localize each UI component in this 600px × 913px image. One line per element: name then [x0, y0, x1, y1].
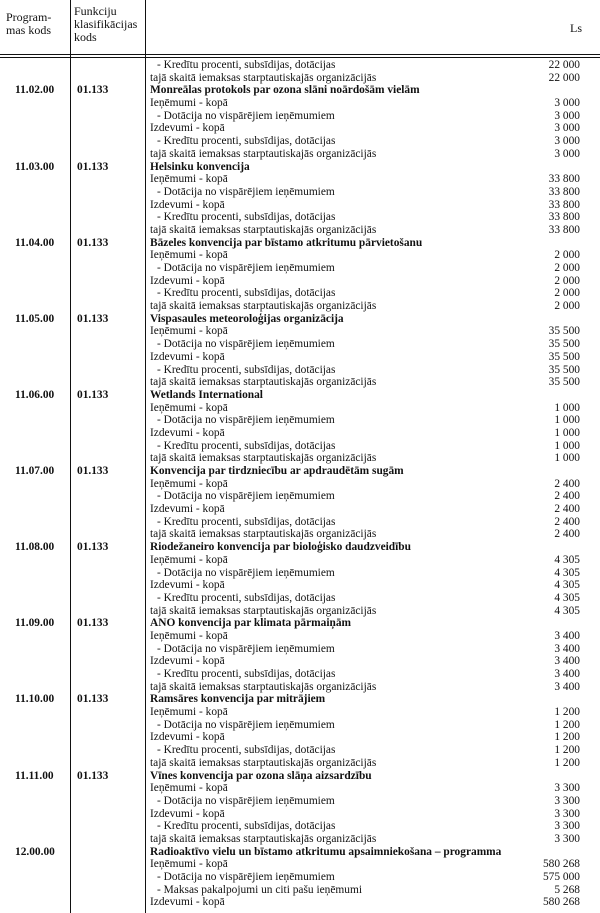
row-label: - Dotācija no vispārējiem ieņēmumiem — [157, 490, 335, 503]
row-label: tajā skaitā iemaksas starptautiskajās organizācijās — [150, 300, 377, 313]
row-amount: 1 200 — [554, 744, 580, 757]
table-row — [0, 833, 600, 846]
table-row — [0, 681, 600, 694]
table-row — [0, 122, 600, 135]
table-row — [0, 858, 600, 871]
row-label: Izdevumi - kopā — [150, 807, 225, 820]
table-row — [0, 490, 600, 503]
table-row — [0, 503, 600, 516]
row-amount: 33 800 — [548, 173, 580, 186]
table-row — [0, 414, 600, 427]
program-code: 11.02.00 — [15, 84, 55, 97]
table-row — [0, 744, 600, 757]
program-heading-row — [0, 617, 600, 630]
row-label: - Kredītu procenti, subsīdijas, dotācijas — [157, 287, 336, 300]
row-amount: 4 305 — [554, 553, 580, 566]
row-amount: 2 000 — [554, 262, 580, 274]
table-row — [0, 59, 600, 72]
row-label: tajā skaitā iemaksas starptautiskajās organizācijās — [150, 680, 377, 693]
table-row — [0, 199, 600, 212]
table-row — [0, 427, 600, 440]
function-code-header: Funkciju klasifikācijas kods — [74, 4, 138, 44]
row-label: Ieņēmumi - kopā — [150, 173, 228, 186]
row-amount: 3 400 — [554, 680, 580, 693]
program-heading-row — [0, 541, 600, 554]
row-amount: 33 800 — [548, 185, 580, 198]
row-label: - Dotācija no vispārējiem ieņēmumiem — [157, 109, 335, 122]
row-amount: 33 800 — [548, 223, 580, 236]
table-row — [0, 287, 600, 300]
row-label: - Kredītu procenti, subsīdijas, dotācijas — [157, 59, 336, 71]
function-code: 01.133 — [77, 312, 109, 325]
row-label: Izdevumi - kopā — [150, 274, 225, 287]
table-row — [0, 452, 600, 465]
row-amount: 35 500 — [548, 376, 580, 389]
table-row — [0, 605, 600, 618]
program-heading-row — [0, 389, 600, 402]
row-label: tajā skaitā iemaksas starptautiskajās organizācijās — [150, 604, 377, 617]
row-amount: 4 305 — [554, 591, 580, 604]
row-label: Ieņēmumi - kopā — [150, 858, 228, 871]
row-label: Vispasaules meteoroloģijas organizācija — [150, 312, 344, 325]
table-row — [0, 630, 600, 643]
table-row — [0, 528, 600, 541]
row-amount: 575 000 — [542, 871, 580, 883]
table-row — [0, 262, 600, 275]
table-row — [0, 757, 600, 770]
row-amount: 3 300 — [554, 794, 580, 807]
row-label: - Dotācija no vispārējiem ieņēmumiem — [157, 414, 335, 427]
table-row — [0, 820, 600, 833]
row-label: tajā skaitā iemaksas starptautiskajās organizācijās — [150, 71, 377, 84]
table-row — [0, 224, 600, 237]
row-amount: 3 000 — [554, 97, 580, 110]
row-label: - Dotācija no vispārējiem ieņēmumiem — [157, 566, 335, 579]
table-row — [0, 516, 600, 529]
row-label: Monreālas protokols par ozona slāni noārdošām vielām — [150, 84, 420, 97]
row-amount: 2 000 — [554, 300, 580, 313]
row-label: Izdevumi - kopā — [150, 655, 225, 668]
row-amount: 580 268 — [542, 858, 580, 871]
row-amount: 2 400 — [554, 503, 580, 516]
row-amount: 3 300 — [554, 782, 580, 795]
header-bottom-rule — [0, 57, 600, 58]
row-amount: 35 500 — [548, 338, 580, 351]
table-row — [0, 706, 600, 719]
function-code: 01.133 — [77, 769, 109, 782]
table-row — [0, 249, 600, 262]
row-amount: 2 400 — [554, 490, 580, 503]
table-row — [0, 275, 600, 288]
row-label: - Dotācija no vispārējiem ieņēmumiem — [157, 718, 335, 731]
row-amount: 1 200 — [554, 718, 580, 731]
currency-header: Ls — [570, 21, 582, 35]
table-row — [0, 135, 600, 148]
row-amount: 2 000 — [554, 274, 580, 287]
row-amount: 22 000 — [548, 59, 580, 71]
row-amount: 35 500 — [548, 325, 580, 338]
row-label: Izdevumi - kopā — [150, 579, 225, 592]
row-amount: 580 268 — [542, 896, 580, 909]
row-label: Izdevumi - kopā — [150, 503, 225, 516]
row-amount: 1 000 — [554, 414, 580, 427]
row-label: Ieņēmumi - kopā — [150, 97, 228, 110]
row-amount: 35 500 — [548, 363, 580, 376]
row-label: - Kredītu procenti, subsīdijas, dotācijas — [157, 363, 336, 376]
table-row — [0, 719, 600, 732]
table-row — [0, 896, 600, 909]
row-label: tajā skaitā iemaksas starptautiskajās organizācijās — [150, 832, 377, 845]
program-code: 11.06.00 — [15, 388, 55, 401]
row-label: Wetlands International — [150, 388, 263, 401]
row-amount: 3 400 — [554, 629, 580, 642]
row-label: Ieņēmumi - kopā — [150, 477, 228, 490]
budget-table-body — [0, 59, 600, 909]
row-label: Izdevumi - kopā — [150, 350, 225, 363]
row-amount: 35 500 — [548, 350, 580, 363]
table-row — [0, 668, 600, 681]
row-amount: 3 300 — [554, 820, 580, 833]
row-label: - Kredītu procenti, subsīdijas, dotācijas — [157, 135, 336, 148]
row-amount: 3 000 — [554, 135, 580, 148]
table-row — [0, 643, 600, 656]
row-amount: 33 800 — [548, 211, 580, 224]
row-label: Konvencija par tirdzniecību ar apdraudētām sugām — [150, 465, 404, 477]
row-label: - Dotācija no vispārējiem ieņēmumiem — [157, 642, 335, 655]
row-label: Izdevumi - kopā — [150, 896, 225, 909]
table-row — [0, 364, 600, 377]
row-label: - Dotācija no vispārējiem ieņēmumiem — [157, 262, 335, 274]
function-code: 01.133 — [77, 236, 109, 249]
row-label: Vīnes konvencija par ozona slāņa aizsardzību — [150, 769, 372, 782]
program-heading-row — [0, 237, 600, 250]
program-code-header: Program- mas kods — [6, 10, 52, 37]
table-row — [0, 579, 600, 592]
program-code: 11.10.00 — [15, 693, 55, 706]
program-code: 11.07.00 — [15, 465, 55, 477]
row-label: Izdevumi - kopā — [150, 198, 225, 211]
table-row — [0, 592, 600, 605]
table-row — [0, 351, 600, 364]
row-label: - Kredītu procenti, subsīdijas, dotācijas — [157, 515, 336, 528]
row-amount: 3 000 — [554, 147, 580, 160]
row-amount: 2 400 — [554, 477, 580, 490]
program-code: 11.05.00 — [15, 312, 55, 325]
row-label: - Kredītu procenti, subsīdijas, dotācijas — [157, 744, 336, 757]
row-label: Ieņēmumi - kopā — [150, 782, 228, 795]
row-label: Riodežaneiro konvencija par bioloģisko daudzveidību — [150, 541, 411, 554]
program-code: 11.09.00 — [15, 617, 55, 630]
program-code: 12.00.00 — [15, 845, 55, 858]
row-label: Izdevumi - kopā — [150, 426, 225, 439]
program-heading-row — [0, 770, 600, 783]
table-row — [0, 478, 600, 491]
row-amount: 3 000 — [554, 122, 580, 135]
row-amount: 2 400 — [554, 515, 580, 528]
row-label: tajā skaitā iemaksas starptautiskajās organizācijās — [150, 147, 377, 160]
table-row — [0, 884, 600, 897]
row-amount: 1 000 — [554, 426, 580, 439]
row-amount: 1 000 — [554, 401, 580, 414]
function-code: 01.133 — [77, 160, 109, 173]
row-amount: 3 300 — [554, 807, 580, 820]
row-label: tajā skaitā iemaksas starptautiskajās organizācijās — [150, 223, 377, 236]
table-row — [0, 402, 600, 415]
row-label: tajā skaitā iemaksas starptautiskajās organizācijās — [150, 756, 377, 769]
program-heading-row — [0, 846, 600, 859]
table-row — [0, 97, 600, 110]
row-amount: 3 400 — [554, 668, 580, 680]
row-amount: 5 268 — [554, 883, 580, 896]
row-label: tajā skaitā iemaksas starptautiskajās organizācijās — [150, 376, 377, 389]
row-label: - Dotācija no vispārējiem ieņēmumiem — [157, 185, 335, 198]
row-amount: 3 300 — [554, 832, 580, 845]
row-amount: 3 400 — [554, 642, 580, 655]
header-top-rule — [0, 54, 600, 55]
row-label: - Dotācija no vispārējiem ieņēmumiem — [157, 794, 335, 807]
row-label: Izdevumi - kopā — [150, 122, 225, 135]
row-label: tajā skaitā iemaksas starptautiskajās organizācijās — [150, 528, 377, 541]
table-row — [0, 782, 600, 795]
table-row — [0, 186, 600, 199]
row-amount: 1 000 — [554, 439, 580, 452]
program-code: 11.03.00 — [15, 160, 55, 173]
row-label: Ieņēmumi - kopā — [150, 325, 228, 338]
row-amount: 1 200 — [554, 706, 580, 719]
row-label: - Kredītu procenti, subsīdijas, dotācijas — [157, 668, 336, 680]
row-label: - Kredītu procenti, subsīdijas, dotācijas — [157, 820, 336, 833]
table-row — [0, 148, 600, 161]
row-label: Bāzeles konvencija par bīstamo atkritumu pārvietošanu — [150, 236, 423, 249]
table-row — [0, 300, 600, 313]
function-code: 01.133 — [77, 465, 109, 477]
table-row — [0, 655, 600, 668]
function-code: 01.133 — [77, 617, 109, 630]
program-heading-row — [0, 161, 600, 174]
row-amount: 22 000 — [548, 71, 580, 84]
row-label: Ieņēmumi - kopā — [150, 249, 228, 262]
row-label: Izdevumi - kopā — [150, 731, 225, 744]
table-row — [0, 211, 600, 224]
table-row — [0, 871, 600, 884]
table-row — [0, 325, 600, 338]
table-row — [0, 376, 600, 389]
program-heading-row — [0, 84, 600, 97]
function-code: 01.133 — [77, 693, 109, 706]
table-row — [0, 554, 600, 567]
function-code: 01.133 — [77, 541, 109, 554]
program-code: 11.11.00 — [15, 769, 54, 782]
row-label: Radioaktīvo vielu un bīstamo atkritumu apsaimniekošana – programma — [150, 845, 502, 858]
row-label: - Kredītu procenti, subsīdijas, dotācijas — [157, 591, 336, 604]
row-label: Ramsāres konvencija par mitrājiem — [150, 693, 326, 706]
program-heading-row — [0, 465, 600, 478]
table-row — [0, 72, 600, 85]
row-amount: 2 400 — [554, 528, 580, 541]
function-code: 01.133 — [77, 84, 109, 97]
row-amount: 4 305 — [554, 566, 580, 579]
table-row — [0, 338, 600, 351]
row-label: - Dotācija no vispārējiem ieņēmumiem — [157, 871, 335, 883]
program-heading-row — [0, 313, 600, 326]
row-label: Helsinku konvencija — [150, 160, 250, 173]
row-amount: 1 000 — [554, 452, 580, 465]
function-code: 01.133 — [77, 388, 109, 401]
row-amount: 3 400 — [554, 655, 580, 668]
program-heading-row — [0, 693, 600, 706]
row-label: - Dotācija no vispārējiem ieņēmumiem — [157, 338, 335, 351]
row-amount: 2 000 — [554, 287, 580, 300]
row-amount: 1 200 — [554, 731, 580, 744]
table-row — [0, 808, 600, 821]
row-amount: 33 800 — [548, 198, 580, 211]
table-row — [0, 795, 600, 808]
program-code: 11.04.00 — [15, 236, 55, 249]
row-label: Ieņēmumi - kopā — [150, 401, 228, 414]
row-amount: 4 305 — [554, 579, 580, 592]
row-label: Ieņēmumi - kopā — [150, 553, 228, 566]
program-code: 11.08.00 — [15, 541, 55, 554]
table-row — [0, 567, 600, 580]
row-amount: 2 000 — [554, 249, 580, 262]
row-amount: 4 305 — [554, 604, 580, 617]
table-header — [0, 0, 600, 56]
table-row — [0, 173, 600, 186]
row-label: - Maksas pakalpojumi un citi pašu ieņēmumi — [157, 883, 362, 896]
row-label: - Kredītu procenti, subsīdijas, dotācijas — [157, 211, 336, 224]
table-row — [0, 110, 600, 123]
row-label: Ieņēmumi - kopā — [150, 629, 228, 642]
row-amount: 3 000 — [554, 109, 580, 122]
row-amount: 1 200 — [554, 756, 580, 769]
table-row — [0, 731, 600, 744]
row-label: tajā skaitā iemaksas starptautiskajās organizācijās — [150, 452, 377, 465]
row-label: - Kredītu procenti, subsīdijas, dotācijas — [157, 439, 336, 452]
row-label: ANO konvencija par klimata pārmaiņām — [150, 617, 352, 630]
row-label: Ieņēmumi - kopā — [150, 706, 228, 719]
table-row — [0, 440, 600, 453]
